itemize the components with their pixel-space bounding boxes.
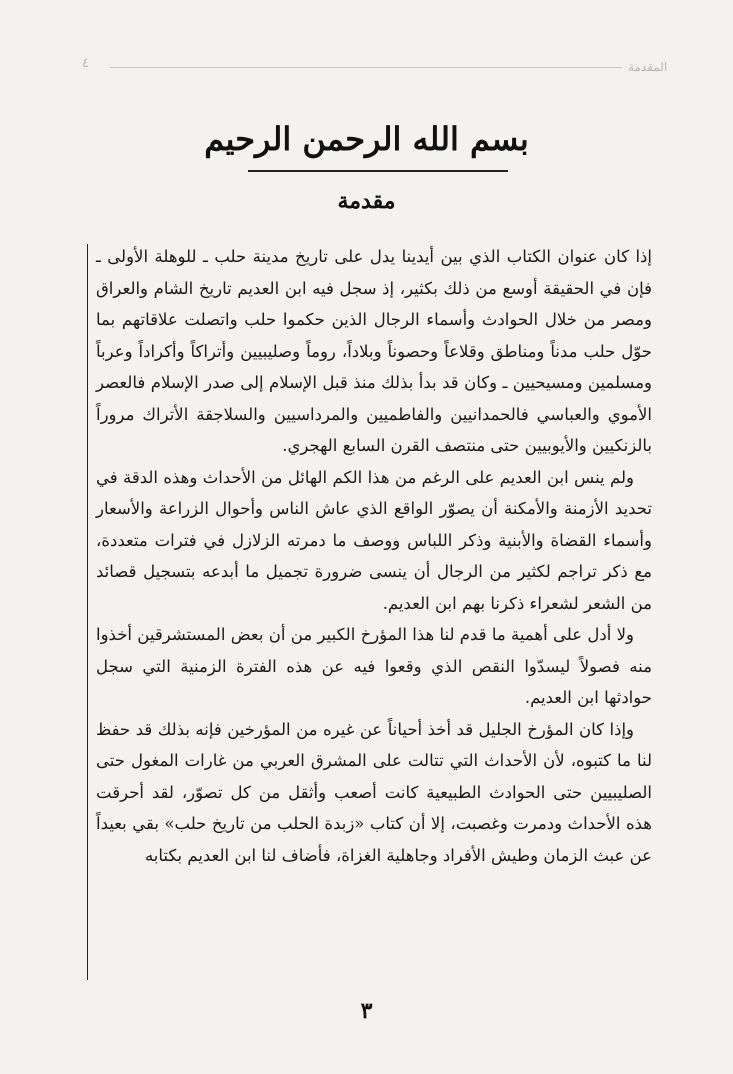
section-heading: مقدمة: [337, 188, 396, 214]
basmala: بسم الله الرحمن الرحيم: [204, 120, 529, 158]
running-header-page: ٤: [82, 56, 89, 71]
paragraph: ولا أدل على أهمية ما قدم لنا هذا المؤرخ الكبير من أن بعض المستشرقين أخذوا منه فصولاً ليسدّوا النقص الذي وقعوا فيه عن هذه الفترة الزمنية التي سجل حوادثها ابن العديم.: [96, 625, 652, 707]
running-header-title: المقدمة: [628, 60, 668, 74]
page-number: ٣: [360, 998, 373, 1024]
basmala-underline: [248, 170, 508, 172]
margin-rule: [87, 244, 88, 980]
paragraph: إذا كان عنوان الكتاب الذي بين أيدينا يدل على تاريخ مدينة حلب ـ للوهلة الأولى ـ فإن في الحقيقة أوسع من ذلك بكثير، إذ سجل فيه ابن العديم تاريخ الشام والعراق ومصر من خلال الحوادث وأسماء الرجال الذين حكموا حلب واتصلت علاقاتهم بما حوّل حلب مدناً ومناطق وقلاعاً وحصوناً وبلاداً، روماً وصليبيين وأتراكاً وأكراداً وعرباً ومسلمين ومسيحيين ـ وكان قد بدأ بذلك منذ قبل الإسلام إلى صدر الإسلام فالعصر الأموي والعباسي فالحمدانيين والفاطميين والمرداسيين والسلاجقة الأتراك مروراً بالزنكيين والأيوبيين حتى منتصف القرن السابع الهجري.: [96, 247, 652, 455]
paragraph: وإذا كان المؤرخ الجليل قد أخذ أحياناً عن غيره من المؤرخين فإنه بذلك قد حفظ لنا ما كتبوه، لأن الأحداث التي تتالت على المشرق العربي من غارات المغول حتى الصليبيين حتى الحوادث الطبيعية كانت أصعب وأثقل من كل تصوّر، لقد أحرقت هذه الأحداث ودمرت وغصبت، إلا أن كتاب «زبدة الحلب من تاريخ حلب» بقي بعيداً عن عبث الزمان وطيش الأفراد وجاهلية الغزاة، فأضاف لنا ابن العديم بكتابه: [96, 719, 652, 865]
header-rule: [110, 67, 622, 68]
paragraph: ولم ينس ابن العديم على الرغم من هذا الكم الهائل من الأحداث وهذه الدقة في تحديد الأزمنة والأمكنة أن يصوّر الواقع الذي عاش الناس وأحوال الزراعة والأسعار وأسماء القضاة والأبنية وذكر اللباس ووصف ما دمرته الزلازل في فترات متعددة، مع ذكر تراجم لكثير من الرجال أن ينسى ضرورة تجميل ما أبدعه بتسجيل قصائد من الشعر لشعراء ذكرنا بهم ابن العديم.: [96, 467, 652, 613]
body-text: [96, 241, 652, 871]
